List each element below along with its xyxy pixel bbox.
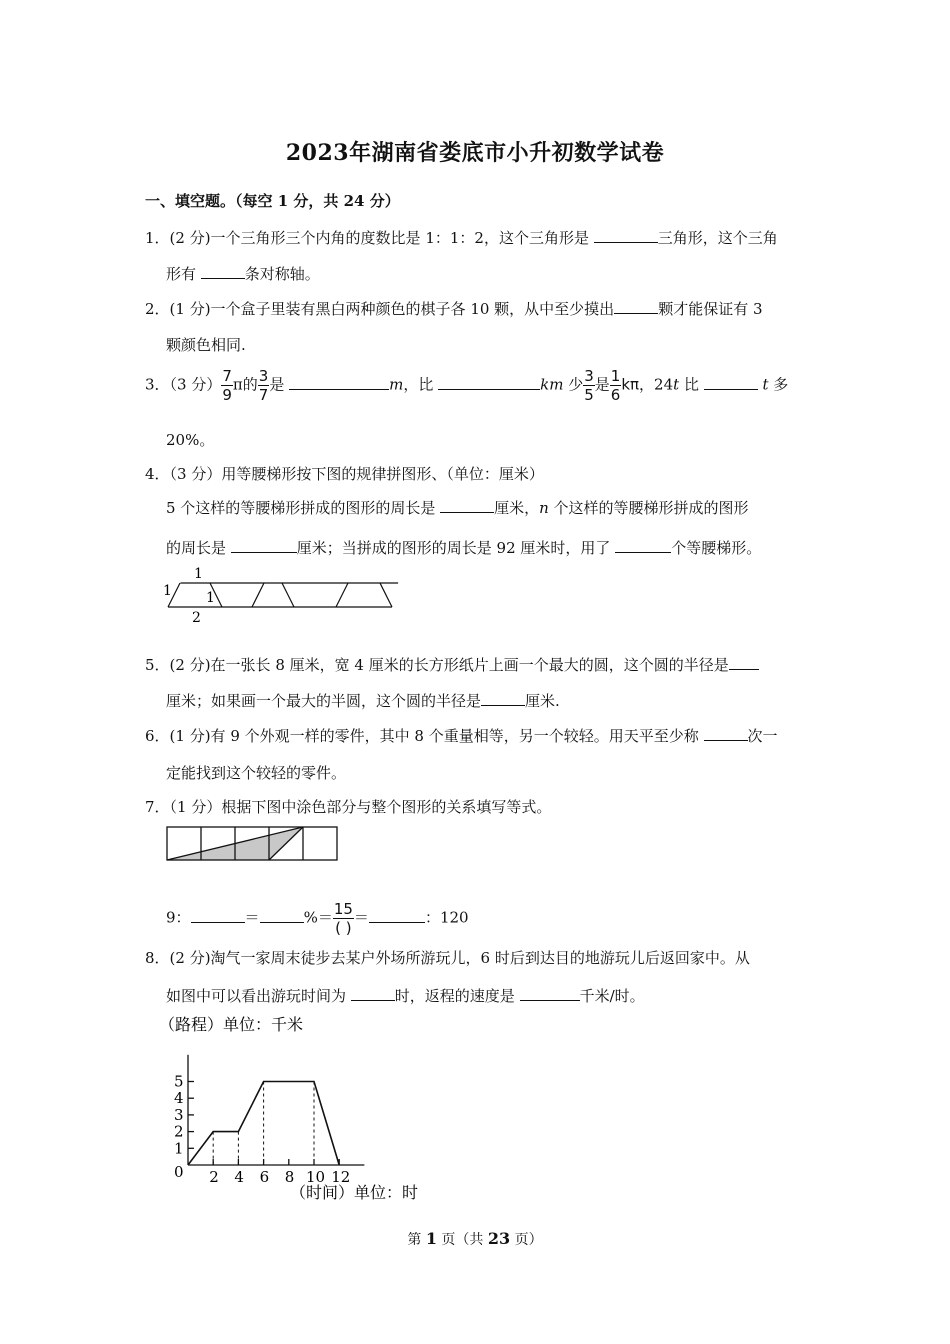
trapezoid-figure bbox=[160, 562, 400, 628]
q7-blank-1[interactable] bbox=[191, 908, 245, 923]
q2-line2: 颗颜色相同. bbox=[166, 336, 246, 354]
q3-bi-text: ，比 bbox=[403, 375, 439, 394]
q8-line2 bbox=[166, 985, 645, 1006]
figure-label-left: 1 bbox=[163, 583, 172, 599]
q8-line1: 8．(2 分)淘气一家周末徒步去某户外场所游玩儿，6 时后到达目的地游玩儿后返回家中。从 bbox=[145, 949, 750, 967]
q4-text-c: 个这样的等腰梯形拼成的图形 bbox=[548, 499, 749, 517]
q7-eq-c: %＝ bbox=[303, 908, 333, 927]
q7-fraction bbox=[333, 900, 354, 937]
q5-blank-2[interactable] bbox=[481, 691, 525, 706]
q3-line1 bbox=[145, 367, 788, 404]
q7-f-denominator: ( ) bbox=[335, 919, 352, 937]
q4-text-f: 个等腰梯形。 bbox=[671, 539, 762, 557]
q3-24-text: ，24 bbox=[639, 375, 674, 394]
q3-blank-1[interactable] bbox=[289, 375, 389, 390]
q8-blank-2[interactable] bbox=[520, 986, 580, 1001]
q4-blank-3[interactable] bbox=[615, 538, 671, 553]
figure-label-top: 1 bbox=[194, 566, 203, 582]
q1-text-d: 条对称轴。 bbox=[244, 265, 320, 283]
q3-f2-numerator: 3 bbox=[258, 367, 269, 385]
shaded-rectangle-figure bbox=[166, 826, 340, 862]
footer-text-c: 页） bbox=[510, 1232, 543, 1248]
q7-eq-a: 9： bbox=[166, 908, 191, 927]
q3-blank-3[interactable] bbox=[704, 375, 758, 390]
q5-text-b: 厘米；如果画一个最大的半圆，这个圆的半径是 bbox=[166, 692, 482, 710]
q6-blank-1[interactable] bbox=[704, 726, 748, 741]
q5-text-c: 厘米. bbox=[525, 692, 560, 710]
q8-blank-1[interactable] bbox=[351, 986, 395, 1001]
chart-x-tick-label: 6 bbox=[259, 1168, 270, 1186]
q3-kpi-text: kπ bbox=[621, 375, 640, 394]
q6-text-a: 6．(1 分)有 9 个外观一样的零件，其中 8 个重量相等，另一个较轻。用天平至少称 bbox=[145, 727, 704, 745]
q8-text-a: 如图中可以看出游玩时间为 bbox=[166, 987, 351, 1005]
section-heading: 一、填空题。（每空 1 分，共 24 分） bbox=[145, 192, 400, 210]
q2-line1 bbox=[145, 298, 763, 319]
q3-fraction-1 bbox=[221, 367, 233, 404]
q4-line3 bbox=[166, 537, 761, 558]
q3-f4-denominator: 6 bbox=[610, 386, 621, 404]
q1-blank-2[interactable] bbox=[201, 264, 245, 279]
q3-is-text: 是 bbox=[269, 375, 290, 394]
footer-page-number: 1 bbox=[425, 1229, 437, 1248]
figure-divider-3 bbox=[282, 583, 294, 607]
figure-divider-4 bbox=[336, 583, 348, 607]
q3-f3-numerator: 3 bbox=[584, 367, 594, 385]
chart-x-tick-label: 8 bbox=[284, 1168, 295, 1186]
q3-line2: 20%。 bbox=[166, 431, 215, 449]
q1-text-c: 形有 bbox=[166, 265, 201, 283]
q5-blank-1[interactable] bbox=[729, 655, 759, 670]
q7-equation bbox=[166, 900, 469, 937]
q3-f2-denominator: 7 bbox=[258, 386, 269, 404]
page-footer bbox=[0, 1229, 950, 1249]
q7-blank-2[interactable] bbox=[260, 908, 304, 923]
q3-bi2-text: 比 bbox=[679, 375, 704, 394]
q7-eq-b: ＝ bbox=[244, 908, 260, 927]
q4-blank-1[interactable] bbox=[440, 498, 494, 513]
q4-var-n: n bbox=[539, 499, 549, 517]
q3-f1-numerator: 7 bbox=[222, 367, 232, 385]
q3-unit-t: t bbox=[673, 375, 680, 394]
q3-f1-denominator: 9 bbox=[222, 386, 232, 404]
q8-text-c: 千米/时。 bbox=[579, 987, 645, 1005]
chart-origin-label: 0 bbox=[174, 1163, 184, 1181]
q1-text-b: 三角形，这个三角 bbox=[657, 229, 778, 247]
q3-unit-m: m bbox=[389, 375, 404, 394]
q7-eq-d: ＝ bbox=[353, 908, 369, 927]
chart-y-tick-label: 2 bbox=[174, 1122, 184, 1141]
q1-text-a: 1．(2 分)一个三角形三个内角的度数比是 1：1：2，这个三角形是 bbox=[145, 229, 594, 247]
q2-text-b: 颗才能保证有 3 bbox=[658, 300, 763, 318]
q4-blank-2[interactable] bbox=[231, 538, 297, 553]
footer-text-a: 第 bbox=[407, 1232, 426, 1248]
q3-unit-km: km bbox=[540, 375, 564, 394]
q7-blank-3[interactable] bbox=[369, 908, 425, 923]
chart-x-tick-label: 4 bbox=[234, 1168, 244, 1186]
chart-y-tick-label: 5 bbox=[174, 1072, 184, 1091]
figure-divider-2 bbox=[252, 583, 264, 607]
q5-line2 bbox=[166, 690, 560, 711]
q4-line1: 4．（3 分）用等腰梯形按下图的规律拼图形、（单位：厘米） bbox=[145, 465, 544, 483]
q1-blank-1[interactable] bbox=[594, 228, 658, 243]
q3-fraction-3 bbox=[583, 367, 595, 404]
chart-x-tick-label: 2 bbox=[209, 1168, 219, 1186]
q4-text-e: 厘米；当拼成的图形的周长是 92 厘米时，用了 bbox=[296, 539, 616, 557]
q7-f-numerator: 15 bbox=[333, 900, 353, 918]
q6-text-b: 次一 bbox=[747, 727, 778, 745]
q3-shao-text: 少 bbox=[563, 375, 584, 394]
figure-label-bottom: 2 bbox=[192, 610, 201, 626]
q1-line2 bbox=[166, 263, 320, 284]
q3-pi-text: π的 bbox=[232, 375, 258, 394]
figure-right-edge bbox=[380, 583, 392, 607]
q6-line2: 定能找到这个较轻的零件。 bbox=[166, 764, 347, 782]
chart-y-tick-label: 3 bbox=[174, 1105, 184, 1124]
q4-text-b: 厘米， bbox=[494, 499, 540, 517]
q3-unit-t2: t bbox=[762, 375, 769, 394]
q3-blank-2[interactable] bbox=[438, 375, 540, 390]
q6-line1 bbox=[145, 725, 778, 746]
q5-line1 bbox=[145, 654, 759, 675]
q8-text-b: 时，返程的速度是 bbox=[394, 987, 520, 1005]
distance-time-chart bbox=[150, 1010, 470, 1210]
q3-is2-text: 是 bbox=[594, 375, 610, 394]
q2-text-a: 2．(1 分)一个盒子里装有黑白两种颜色的棋子各 10 颗，从中至少摸出 bbox=[145, 300, 615, 318]
chart-xlabel: （时间）单位：时 bbox=[290, 1183, 419, 1202]
q4-text-d: 的周长是 bbox=[166, 539, 231, 557]
q3-fraction-2 bbox=[258, 367, 270, 404]
q2-blank-1[interactable] bbox=[614, 299, 658, 314]
q1-line1 bbox=[145, 227, 778, 248]
q7-eq-e: ：120 bbox=[424, 908, 469, 927]
q4-line2 bbox=[166, 497, 749, 518]
q3-f3-denominator: 5 bbox=[584, 386, 594, 404]
chart-x-tick-label: 10 bbox=[306, 1168, 326, 1186]
chart-y-tick-label: 1 bbox=[174, 1139, 184, 1158]
chart-x-tick-label: 12 bbox=[331, 1168, 351, 1186]
footer-text-b: 页（共 bbox=[436, 1232, 488, 1248]
footer-total-pages: 23 bbox=[487, 1229, 511, 1248]
chart-ylabel: （路程）单位：千米 bbox=[159, 1015, 304, 1034]
q3-fraction-4 bbox=[610, 367, 622, 404]
q3-f4-numerator: 1 bbox=[610, 367, 621, 385]
page-title: 2023年湖南省娄底市小升初数学试卷 bbox=[285, 140, 665, 166]
q4-text-a: 5 个这样的等腰梯形拼成的图形的周长是 bbox=[166, 499, 441, 517]
chart-y-tick-label: 4 bbox=[174, 1089, 184, 1108]
figure-label-inner: 1 bbox=[206, 590, 215, 606]
q5-text-a: 5．(2 分)在一张长 8 厘米，宽 4 厘米的长方形纸片上画一个最大的圆，这个圆的半径是 bbox=[145, 656, 729, 674]
q3-prefix: 3．（3 分） bbox=[145, 375, 222, 394]
q7-line1: 7．（1 分）根据下图中涂色部分与整个图形的关系填写等式。 bbox=[145, 798, 552, 816]
q3-duo-text: 多 bbox=[768, 375, 789, 394]
